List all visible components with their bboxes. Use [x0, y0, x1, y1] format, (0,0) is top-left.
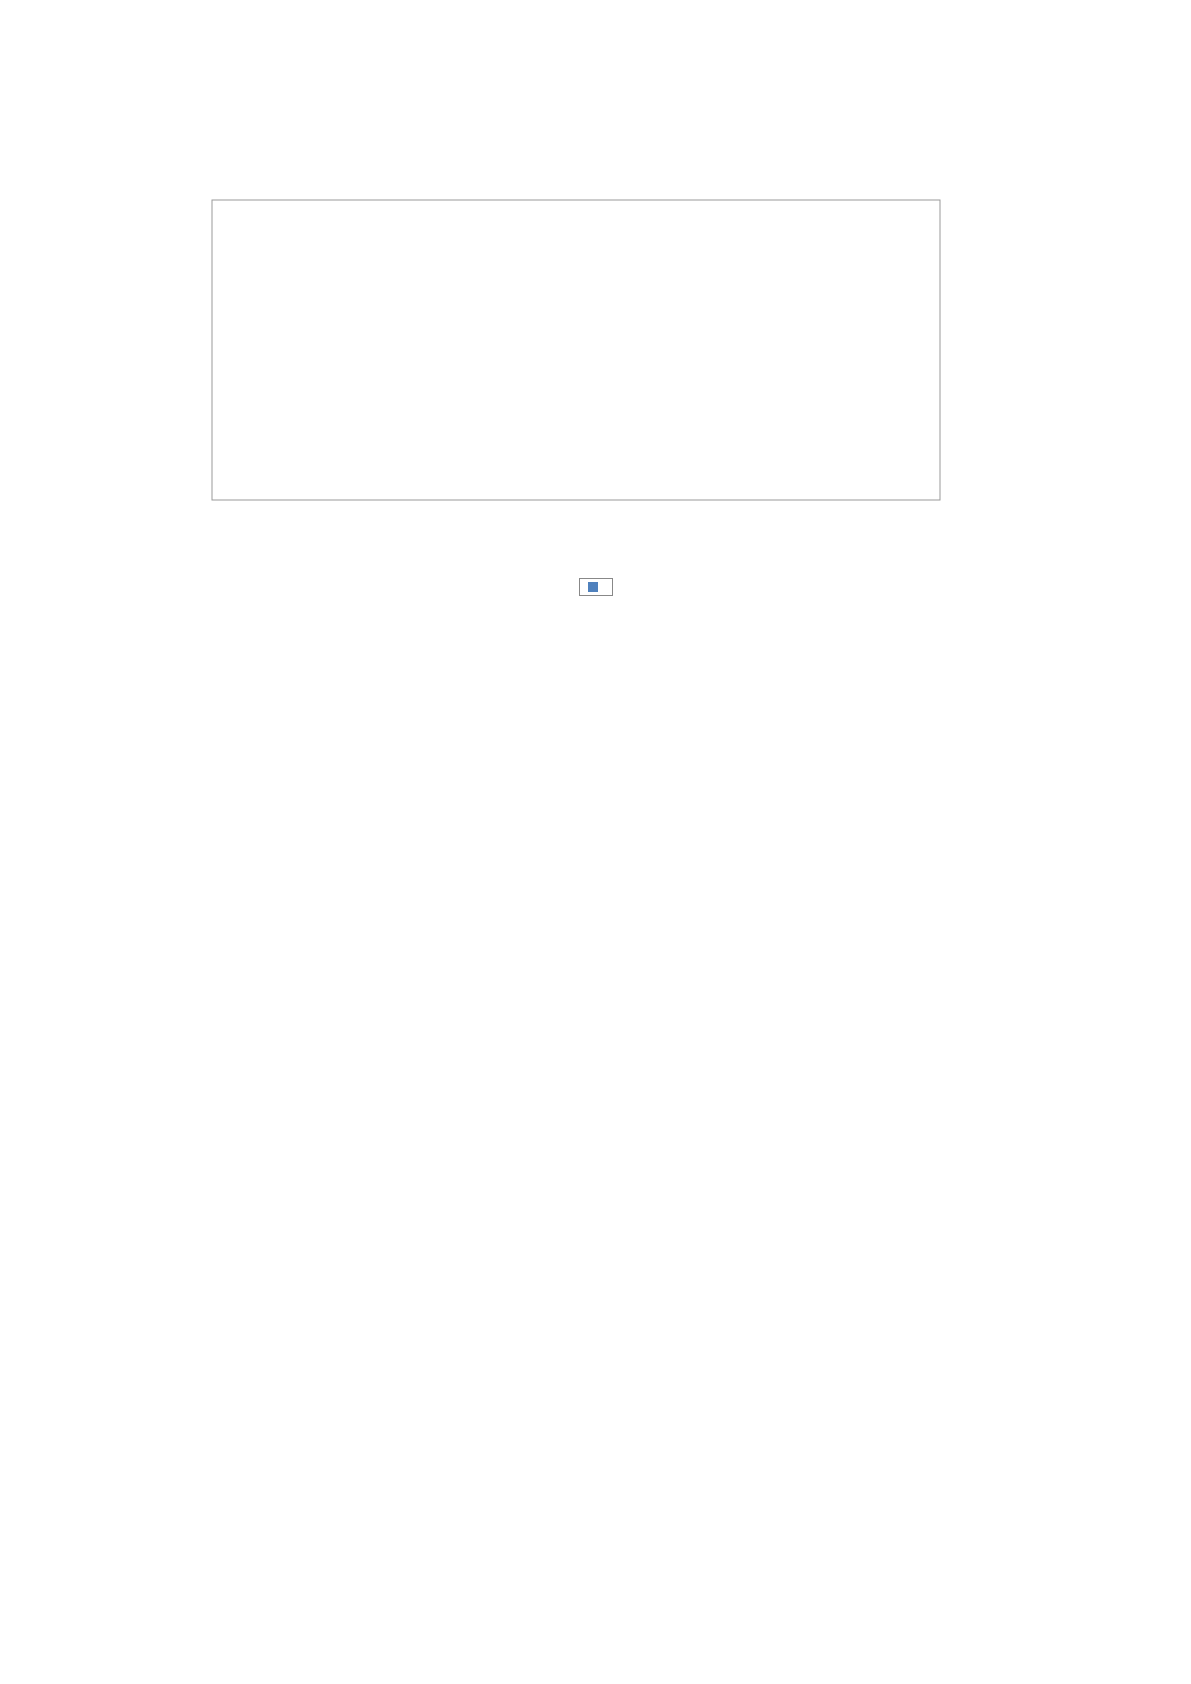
plot-frame	[212, 200, 940, 500]
legend-swatch-icon	[588, 582, 598, 592]
chart-legend	[0, 578, 1191, 596]
document-body	[150, 650, 1040, 674]
bar-chart	[150, 190, 950, 540]
legend-item	[579, 578, 613, 596]
